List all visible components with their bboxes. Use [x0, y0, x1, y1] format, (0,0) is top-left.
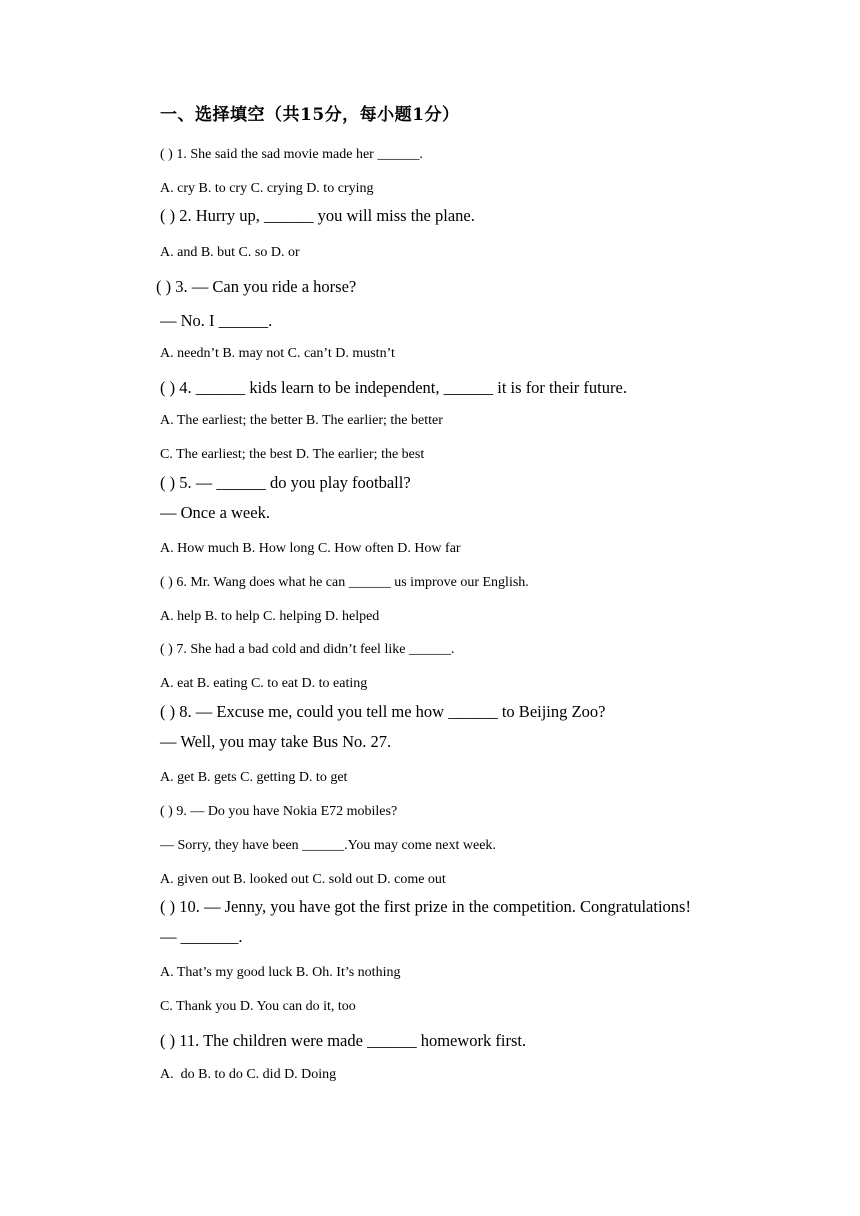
question-5-reply: — Once a week. — [160, 503, 270, 522]
question-3-reply: — No. I ______. — [160, 311, 273, 330]
question-10-options-row-1: A. That’s my good luck B. Oh. It’s nothing — [160, 965, 401, 980]
question-6-options: A. help B. to help C. helping D. helped — [160, 609, 380, 624]
question-11-stem: ( ) 11. The children were made ______ homework first. — [160, 1031, 527, 1050]
question-9-options: A. given out B. looked out C. sold out D. come out — [160, 872, 446, 887]
question-9-reply: — Sorry, they have been ______.You may come next week. — [160, 838, 496, 853]
question-7-options: A. eat B. eating C. to eat D. to eating — [160, 676, 368, 691]
question-8-options: A. get B. gets C. getting D. to get — [160, 770, 348, 785]
question-7-stem: ( ) 7. She had a bad cold and didn’t feel like ______. — [160, 642, 455, 657]
section-heading: 一、选择填空（共15分，每小题1分） — [160, 105, 460, 125]
question-3-stem: ( ) 3. — Can you ride a horse? — [156, 277, 357, 296]
question-11-options: A. do B. to do C. did D. Doing — [160, 1067, 337, 1082]
question-5-options: A. How much B. How long C. How often D. How far — [160, 541, 461, 556]
question-3-options: A. needn’t B. may not C. can’t D. mustn’t — [160, 346, 395, 361]
question-2-stem: ( ) 2. Hurry up, ______ you will miss the plane. — [160, 206, 475, 225]
question-8-reply: — Well, you may take Bus No. 27. — [160, 732, 392, 751]
question-5-stem: ( ) 5. — ______ do you play football? — [160, 473, 411, 492]
question-4-options-row-1: A. The earliest; the better B. The earlier; the better — [160, 413, 443, 428]
question-4-stem: ( ) 4. ______ kids learn to be independent, ______ it is for their future. — [160, 378, 627, 397]
question-10-options-row-2: C. Thank you D. You can do it, too — [160, 999, 356, 1014]
question-6-stem: ( ) 6. Mr. Wang does what he can ______ us improve our English. — [160, 575, 529, 590]
question-10-stem: ( ) 10. — Jenny, you have got the first prize in the competition. Congratulations! — [160, 897, 691, 916]
question-9-stem: ( ) 9. — Do you have Nokia E72 mobiles? — [160, 804, 398, 819]
question-8-stem: ( ) 8. — Excuse me, could you tell me how ______ to Beijing Zoo? — [160, 702, 606, 721]
question-10-reply: — _______. — [160, 927, 243, 946]
question-1-stem: ( ) 1. She said the sad movie made her ______. — [160, 147, 423, 162]
question-4-options-row-2: C. The earliest; the best D. The earlier; the best — [160, 447, 425, 462]
question-2-options: A. and B. but C. so D. or — [160, 245, 300, 260]
question-1-options: A. cry B. to cry C. crying D. to crying — [160, 181, 374, 196]
